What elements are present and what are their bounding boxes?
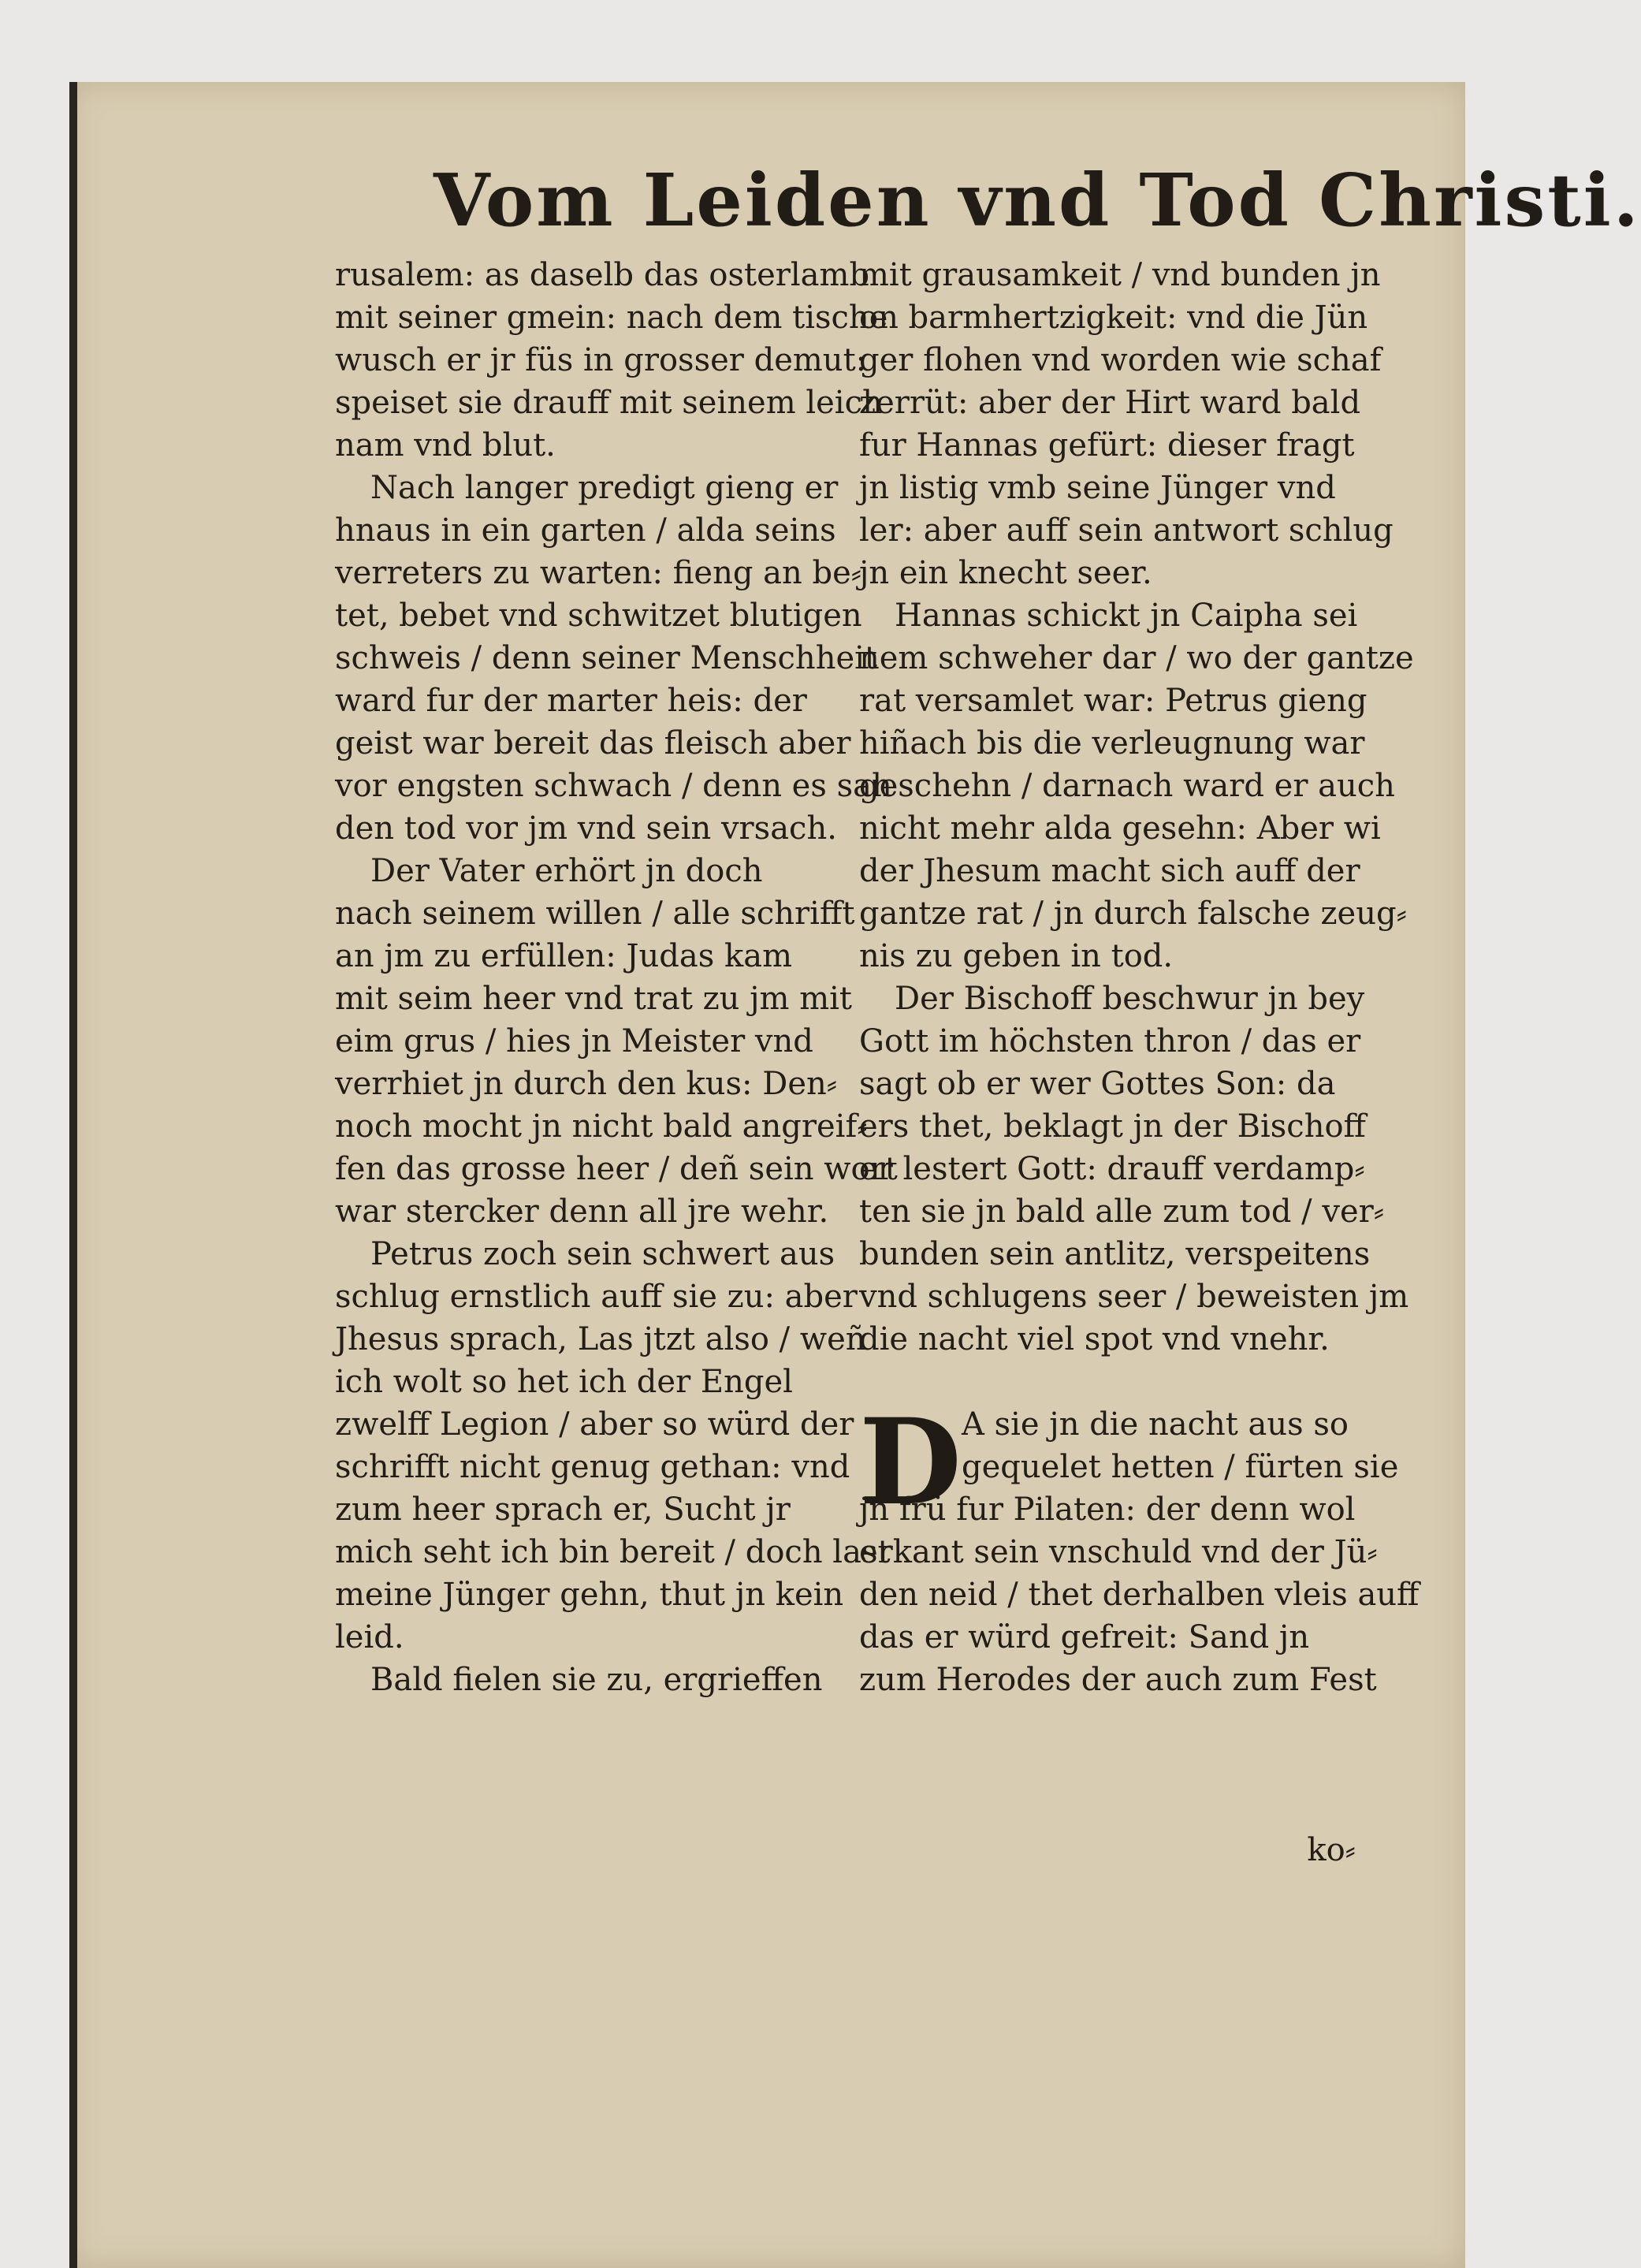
text-line: nach seinem willen / alle schrifft bbox=[335, 896, 855, 932]
text-line: verrhiet jn durch den kus: Den⸗ bbox=[335, 1066, 838, 1102]
text-line: mit grausamkeit / vnd bunden jn bbox=[859, 257, 1381, 293]
text-line: zwelff Legion / aber so würd der bbox=[335, 1406, 854, 1443]
text-line: leid. bbox=[335, 1619, 404, 1655]
text-line: jn ein knecht seer. bbox=[859, 555, 1152, 591]
text-line: schweis / denn seiner Menschheit bbox=[335, 640, 877, 676]
text-line: rat versamlet war: Petrus gieng bbox=[859, 683, 1368, 719]
text-line: eim grus / hies jn Meister vnd bbox=[335, 1023, 813, 1060]
text-line: mit seim heer vnd trat zu jm mit bbox=[335, 981, 852, 1017]
text-line: hiñach bis die verleugnung war bbox=[859, 725, 1365, 762]
text-line: vor engsten schwach / denn es sah bbox=[335, 768, 892, 804]
text-line: bunden sein antlitz, verspeitens bbox=[859, 1236, 1371, 1272]
page-edge bbox=[69, 82, 77, 2268]
text-line: ten sie jn bald alle zum tod / ver⸗ bbox=[859, 1194, 1385, 1230]
text-line: Bald fielen sie zu, ergrieffen bbox=[370, 1662, 823, 1698]
text-line: war stercker denn all jre wehr. bbox=[335, 1194, 829, 1230]
right-column bbox=[859, 254, 1420, 1701]
dropcap-initial: D bbox=[859, 1393, 962, 1532]
text-line: nam vnd blut. bbox=[335, 427, 556, 464]
dropcap-text bbox=[962, 1403, 1399, 1488]
text-line: jn frü fur Pilaten: der denn wol bbox=[859, 1492, 1356, 1528]
text-line: erkant sein vnschuld vnd der Jü⸗ bbox=[859, 1534, 1378, 1570]
text-line: ward fur der marter heis: der bbox=[335, 683, 807, 719]
text-line: schrifft nicht genug gethan: vnd bbox=[335, 1449, 850, 1485]
text-line: zum heer sprach er, Sucht jr bbox=[335, 1492, 791, 1528]
text-line: on barmhertzigkeit: vnd die Jün bbox=[859, 300, 1368, 336]
text-line: fur Hannas gefürt: dieser fragt bbox=[859, 427, 1355, 464]
text-line: zerrüt: aber der Hirt ward bald bbox=[859, 385, 1361, 421]
text-line: Jhesus sprach, Las jtzt also / weñ bbox=[335, 1321, 866, 1357]
running-header: Vom Leiden vnd Tod Christi. bbox=[434, 158, 1641, 243]
text-line: speiset sie drauff mit seinem leich bbox=[335, 385, 883, 421]
text-line: jn listig vmb seine Jünger vnd bbox=[859, 470, 1336, 506]
text-line: ler: aber auff sein antwort schlug bbox=[859, 512, 1394, 549]
text-line: mit seiner gmein: nach dem tische bbox=[335, 300, 888, 336]
text-line: ich wolt so het ich der Engel bbox=[335, 1364, 793, 1400]
left-column bbox=[335, 254, 898, 1701]
text-line: Der Bischoff beschwur jn bey bbox=[895, 981, 1365, 1017]
text-line: nicht mehr alda gesehn: Aber wi bbox=[859, 810, 1381, 847]
text-line: geschehn / darnach ward er auch bbox=[859, 768, 1395, 804]
text-line: an jm zu erfüllen: Judas kam bbox=[335, 938, 792, 974]
text-line: schlug ernstlich auff sie zu: aber bbox=[335, 1279, 858, 1315]
text-line: Der Vater erhört jn doch bbox=[370, 853, 763, 889]
text-line: Petrus zoch sein schwert aus bbox=[370, 1236, 835, 1272]
catchword: ko⸗ bbox=[1307, 1832, 1356, 1868]
text-line: der Jhesum macht sich auff der bbox=[859, 853, 1360, 889]
text-line: wusch er jr füs in grosser demut: bbox=[335, 342, 867, 378]
text-line: A sie jn die nacht aus so bbox=[962, 1406, 1349, 1443]
text-line: den neid / thet derhalben vleis auff bbox=[859, 1577, 1420, 1613]
text-line: den tod vor jm vnd sein vrsach. bbox=[335, 810, 837, 847]
text-line: nis zu geben in tod. bbox=[859, 938, 1174, 974]
text-line: ger flohen vnd worden wie schaf bbox=[859, 342, 1382, 378]
text-line: hnaus in ein garten / alda seins bbox=[335, 512, 836, 549]
text-line: sagt ob er wer Gottes Son: da bbox=[859, 1066, 1336, 1102]
text-line: gequelet hetten / fürten sie bbox=[962, 1449, 1399, 1485]
text-line: rusalem: as daselb das osterlamb bbox=[335, 257, 870, 293]
text-line: meine Jünger gehn, thut jn kein bbox=[335, 1577, 844, 1613]
text-line: nem schweher dar / wo der gantze bbox=[859, 640, 1414, 676]
text-line: verreters zu warten: fieng an be⸗ bbox=[335, 555, 862, 591]
text-line: das er würd gefreit: Sand jn bbox=[859, 1619, 1310, 1655]
text-line: Nach langer predigt gieng er bbox=[370, 470, 839, 506]
text-line: fen das grosse heer / deñ sein wort bbox=[335, 1151, 898, 1187]
text-line: tet, bebet vnd schwitzet blutigen bbox=[335, 598, 862, 634]
text-line: geist war bereit das fleisch aber bbox=[335, 725, 851, 762]
text-line: Hannas schickt jn Caipha sei bbox=[895, 598, 1358, 634]
text-line: ers thet, beklagt jn der Bischoff bbox=[859, 1108, 1366, 1145]
text-line: die nacht viel spot vnd vnehr. bbox=[859, 1321, 1330, 1357]
text-line: noch mocht jn nicht bald angreif⸗ bbox=[335, 1108, 868, 1145]
text-line: gantze rat / jn durch falsche zeug⸗ bbox=[859, 896, 1407, 932]
text-line: er lestert Gott: drauff verdamp⸗ bbox=[859, 1151, 1365, 1187]
text-line: mich seht ich bin bereit / doch last bbox=[335, 1534, 891, 1570]
text-line: vnd schlugens seer / beweisten jm bbox=[859, 1279, 1409, 1315]
text-line: zum Herodes der auch zum Fest bbox=[859, 1662, 1377, 1698]
text-line: Gott im höchsten thron / das er bbox=[859, 1023, 1361, 1060]
